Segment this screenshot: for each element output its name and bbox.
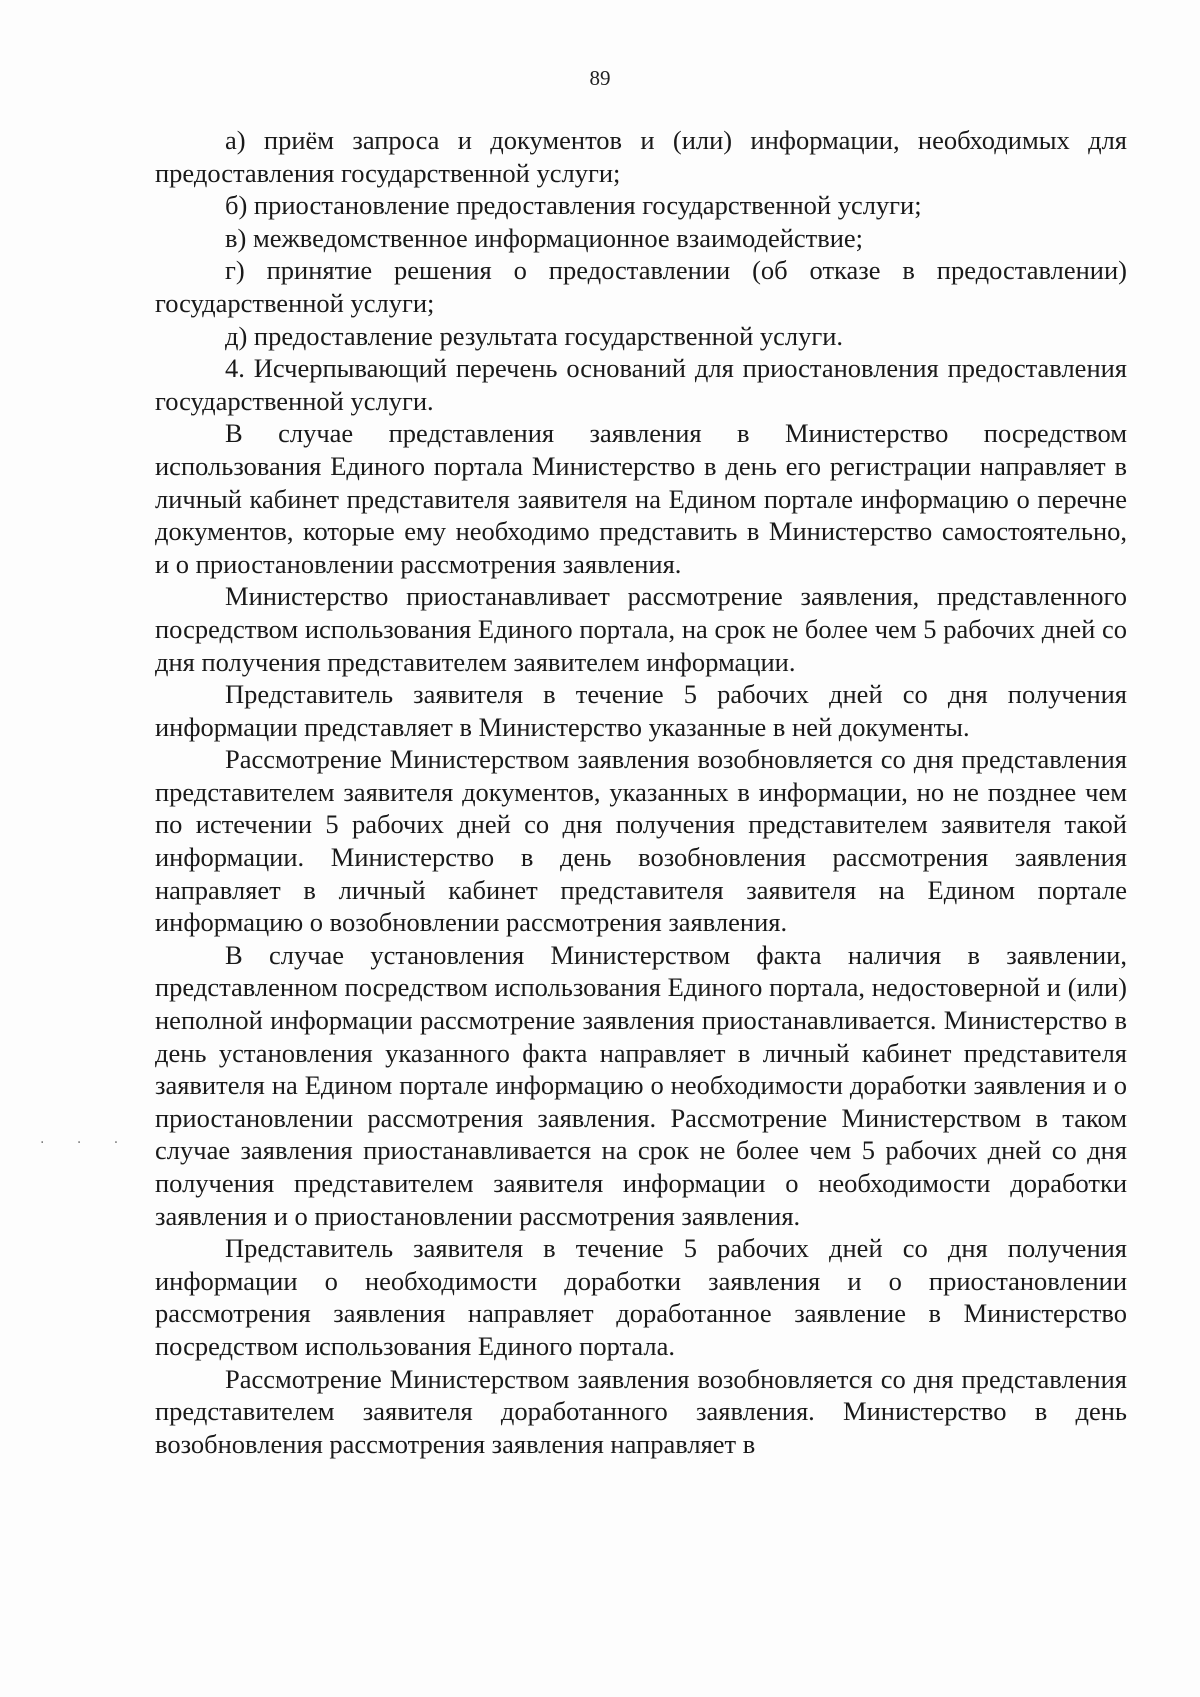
paragraph: Представитель заявителя в течение 5 рабочих дней со дня получения информации представляет в Министерство указанные в ней документы. xyxy=(155,679,1127,742)
document-body xyxy=(155,124,1127,1460)
paragraph: Представитель заявителя в течение 5 рабочих дней со дня получения информации о необходимости доработки заявления и о приостановлении рассмотрения заявления направляет доработанное заявление в Министерство посредством использования Единого портала. xyxy=(155,1233,1127,1361)
list-item-b: б) приостановление предоставления государственной услуги; xyxy=(225,190,922,221)
scan-artifact-mark: · · · xyxy=(40,1135,133,1151)
list-item-d: д) предоставление результата государственной услуги. xyxy=(225,320,844,351)
paragraph: В случае установления Министерством факта наличия в заявлении, представленном посредством использования Единого портала, недостоверной и (или) неполной информации рассмотрение заявления приостанавливается. Министерство в день установления указанного факта направляет в личный кабинет представителя заявителя на Едином портале информацию о необходимости доработки заявления и о приостановлении рассмотрения заявления. Рассмотрение Министерством в таком случае заявления приостанавливается на срок не более чем 5 рабочих дней со дня получения представителем заявителя информации о необходимости доработки заявления и о приостановлении рассмотрения заявления. xyxy=(155,939,1127,1231)
section-heading-4: 4. Исчерпывающий перечень оснований для приостановления предоставления государственной услуги. xyxy=(155,353,1127,416)
paragraph: В случае представления заявления в Министерство посредством использования Единого портала Министерство в день его регистрации направляет в личный кабинет представителя заявителя на Едином портале информацию о перечне документов, которые ему необходимо представить в Министерство самостоятельно, и о приостановлении рассмотрения заявления. xyxy=(155,418,1127,579)
paragraph: Рассмотрение Министерством заявления возобновляется со дня представления представителем заявителя доработанного заявления. Министерство в день возобновления рассмотрения заявления направляет в xyxy=(155,1363,1127,1459)
list-item-g: г) принятие решения о предоставлении (об отказе в предоставлении) государственной услуги; xyxy=(155,255,1127,318)
paragraph: Министерство приостанавливает рассмотрение заявления, представленного посредством использования Единого портала, на срок не более чем 5 рабочих дней со дня получения представителем заявителем информации. xyxy=(155,581,1127,677)
page-number: 89 xyxy=(589,66,611,90)
list-item-a: а) приём запроса и документов и (или) информации, необходимых для предоставления государственной услуги; xyxy=(155,125,1127,188)
paragraph: Рассмотрение Министерством заявления возобновляется со дня представления представителем заявителя документов, указанных в информации, но не позднее чем по истечении 5 рабочих дней со дня получения представителем заявителя такой информации. Министерство в день возобновления рассмотрения заявления направляет в личный кабинет представителя заявителя на Едином портале информацию о возобновлении рассмотрения заявления. xyxy=(155,744,1127,938)
list-item-v: в) межведомственное информационное взаимодействие; xyxy=(225,222,864,253)
